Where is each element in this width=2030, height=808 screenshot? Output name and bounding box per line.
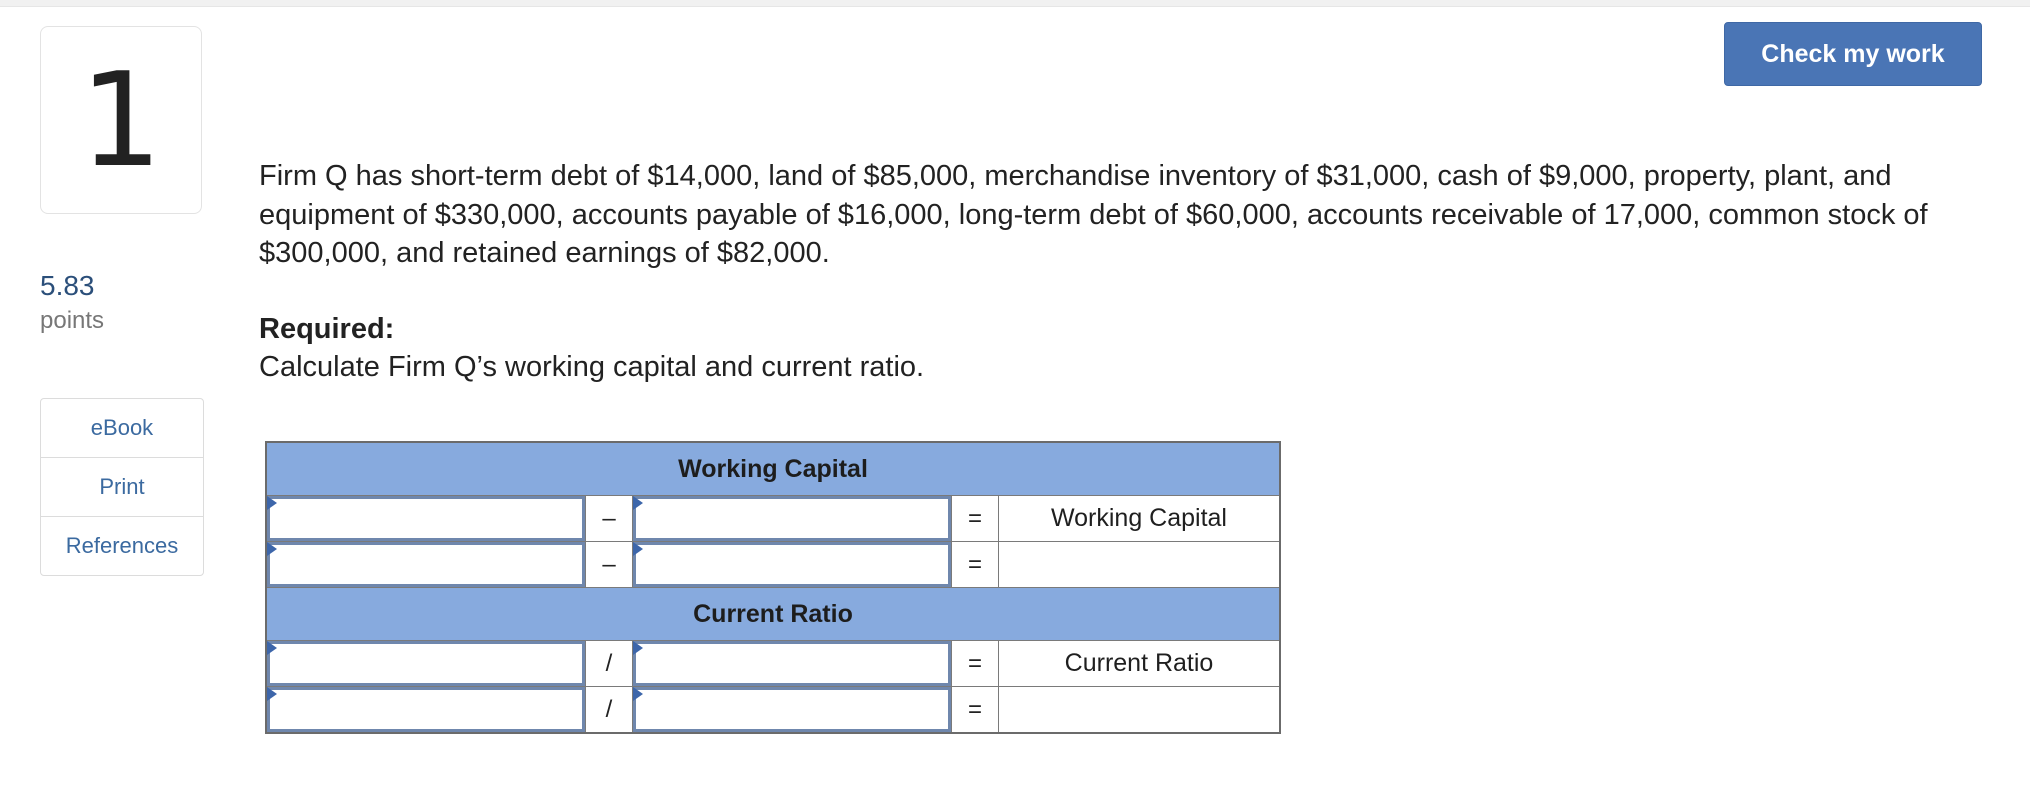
check-my-work-button[interactable]: Check my work: [1724, 22, 1982, 86]
cr-row1-result: Current Ratio: [999, 641, 1281, 687]
input-flag-icon: [633, 496, 643, 510]
current-ratio-header: Current Ratio: [266, 588, 1280, 641]
wc-row1-result: Working Capital: [999, 496, 1281, 542]
minus-operator: –: [586, 542, 633, 588]
wc-row2-right-cell: [633, 542, 952, 588]
equals-sign: =: [952, 496, 999, 542]
print-link[interactable]: Print: [41, 458, 203, 517]
working-capital-header: Working Capital: [266, 442, 1280, 496]
cr-row1-right-input[interactable]: [633, 641, 951, 686]
table-row: [266, 542, 1280, 588]
cr-row1-right-cell: [633, 641, 952, 687]
references-link[interactable]: References: [65, 533, 179, 558]
equals-sign: =: [952, 641, 999, 687]
cr-row2-left-input[interactable]: [267, 687, 585, 732]
wc-row1-left-cell: [266, 496, 586, 542]
input-flag-icon: [267, 542, 277, 556]
input-flag-icon: [633, 687, 643, 701]
required-text: Calculate Firm Q’s working capital and current ratio.: [259, 351, 925, 383]
required-label: Required:: [259, 313, 395, 345]
wc-row2-left-cell: [266, 542, 586, 588]
wc-row2-result: [999, 542, 1281, 588]
resources-panel: [40, 398, 204, 576]
table-row: [266, 641, 1280, 687]
wc-row1-right-cell: [633, 496, 952, 542]
points-label: points: [40, 307, 105, 334]
points-value: 5.83: [40, 270, 95, 301]
problem-text: Firm Q has short-term debt of $14,000, land of $85,000, merchandise inventory of $31,000, cash of $9,000, property, plant, and equipment of $330,000, accounts payable of $16,000, long-term debt of $60,000, accounts receivable of 17,000, common stock of $300,000, and retained earnings of $82,000.: [259, 160, 1928, 269]
top-border: [0, 0, 2030, 7]
answer-table: [265, 441, 1281, 734]
cr-row1-left-input[interactable]: [267, 641, 585, 686]
input-flag-icon: [267, 687, 277, 701]
input-flag-icon: [267, 641, 277, 655]
divide-operator: /: [586, 641, 633, 687]
input-flag-icon: [267, 496, 277, 510]
ebook-link[interactable]: eBook: [41, 399, 203, 458]
cr-row2-right-cell: [633, 687, 952, 734]
wc-row1-left-input[interactable]: [267, 496, 585, 541]
cr-row1-left-cell: [266, 641, 586, 687]
cr-row2-result: [999, 687, 1281, 734]
wc-row2-right-input[interactable]: [633, 542, 951, 587]
input-flag-icon: [633, 641, 643, 655]
minus-operator: –: [586, 496, 633, 542]
cr-row2-left-cell: [266, 687, 586, 734]
wc-row1-right-input[interactable]: [633, 496, 951, 541]
wc-row2-left-input[interactable]: [267, 542, 585, 587]
equals-sign: =: [952, 687, 999, 734]
equals-sign: =: [952, 542, 999, 588]
question-number: 1: [40, 26, 202, 214]
divide-operator: /: [586, 687, 633, 734]
table-row: [266, 496, 1280, 542]
input-flag-icon: [633, 542, 643, 556]
table-row: [266, 687, 1280, 734]
cr-row2-right-input[interactable]: [633, 687, 951, 732]
